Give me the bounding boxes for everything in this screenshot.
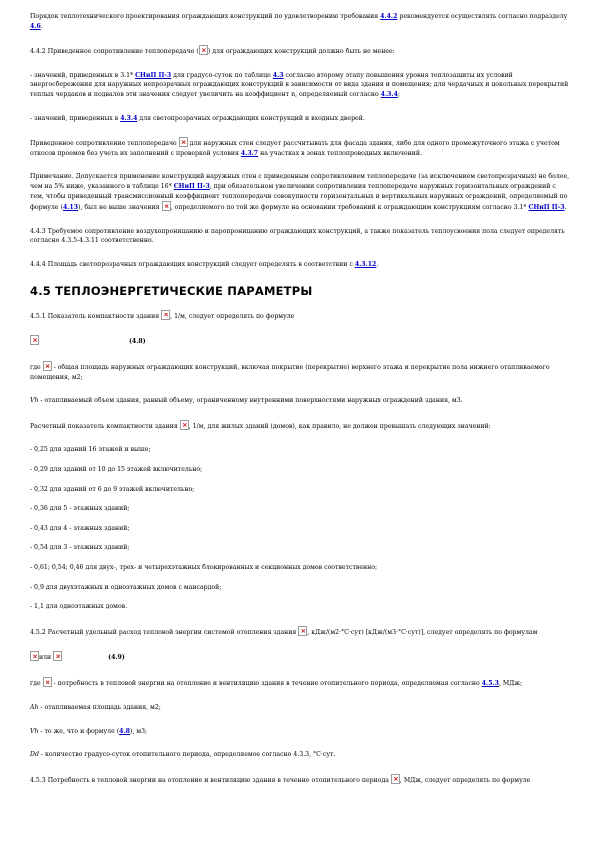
paragraph-degree-days: Dd - количество градусо-суток отопительного периода, определяемое согласно 4.3.3, °С·сут. [30, 751, 336, 759]
list-item: - 0,25 для зданий 16 этажей и выше; [30, 446, 151, 454]
link-4-4-2[interactable]: 4.4.2 [380, 13, 398, 20]
paragraph-values-table: - значений, приведенных в 3.1* СНиП П-3 для градусо-суток по таблице 4.3 согласно второму этапу повышения уровня теплозащиты их условий энергосбережения для наружных непрозрачных ограждающих конструкций в зависимости от вида здания и помещения; для чердачных и цокольных перекрытий теплых чердаков и подвалов эти значения следует увеличить на коэффициент n, определяемый согласно 4.3.4; [30, 71, 569, 98]
broken-image-icon [43, 361, 52, 371]
broken-image-icon [30, 651, 39, 661]
link-4-6[interactable]: 4.6 [30, 22, 41, 30]
link-4-8[interactable]: 4.8 [119, 727, 130, 735]
paragraph-heated-area: Ah - отапливаемая площадь здания, м2; [30, 704, 161, 711]
paragraph-4-4-4: 4.4.4 Площадь светопрозрачных ограждающих конструкций следует определять в соответствии с 4.3.12. [30, 260, 379, 268]
paragraph-4-5-3: 4.5.3 Потребность в тепловой энергии на отопление и вентиляцию здания в течение отопительного периода , МДж, следует определять по формуле [30, 774, 570, 786]
paragraph-note: Примечание. Допускается применение конструкций наружных стен с приведенным сопротивлением теплопередаче (за исключением светопрозрачных) не более, чем на 5% ниже, указанного в таблице 16* СНиП П-3, при обязательном увеличении сопротивления теплопередаче наружных горизонтальных ограждений с тем, чтобы приведенный трансмиссионный коэффициент теплопередачи совокупности горизонтальных и вертикальных наружных ограждений, определяемый по формуле (4.13), был не выше значения , определяемого по той же формуле на основании требований к ограждающим конструкциям согласно 3.1* СНиП П-3. [30, 173, 570, 212]
section-heading: 4.5 ТЕПЛОЭНЕРГЕТИЧЕСКИЕ ПАРАМЕТРЫ [30, 283, 313, 298]
paragraph-volume: Vh - отапливаемый объем здания, равный объему, ограниченному внутренними поверхностями наружных ограждений здания, м3. [30, 397, 463, 405]
link-4-3-12[interactable]: 4.3.12 [354, 260, 377, 268]
list-item: - 0,54 для 3 - этажных зданий; [30, 544, 130, 552]
paragraph-compactness: Расчетный показатель компактности здания , 1/м, для жилых зданий (домов), как правило, не должен превышать следующих значений: [30, 420, 570, 432]
link-table-4-3[interactable]: 4.3 [272, 71, 284, 79]
formula-4-9 [30, 651, 570, 663]
broken-image-icon [179, 137, 188, 147]
variable: Dd [30, 751, 39, 759]
variable: Ah [30, 704, 39, 711]
broken-image-icon [43, 677, 52, 687]
paragraph-heated-volume: Vh - то же, что и формуле (4.8), м3; [30, 727, 148, 735]
paragraph-design-order: Порядок теплотехнического проектирования ограждающих конструкций по удовлетворению требования 4.4.2 рекомендуется осуществлять согласно подразделу 4.6. [30, 13, 568, 30]
broken-image-icon [30, 335, 39, 345]
link-4-3-4[interactable]: 4.3.4 [120, 114, 138, 122]
paragraph-where-demand: где - потребность в тепловой энергии на отопление и вентиляцию здания в течение отопительного периода, определяемая согласно 4.5.3, МДж; [30, 677, 570, 689]
paragraph-walls-resistance: Приведенное сопротивление теплопередаче для наружных стен следует рассчитывать для фасада здания, либо для одного промежуточного этажа с учетом откосов проемов без учета их заполнений с проверкой условия 4.3.7 на участках в зонах теплопроводных включений. [30, 137, 570, 158]
formula-number: (4.8) [129, 338, 146, 346]
list-item: - 0,61; 0,54; 0,46 для двух-, трех- и четырехэтажных блокированных и секционных домов соответственно; [30, 564, 378, 572]
paragraph-4-4-3: 4.4.3 Требуемое сопротивление воздухопроницанию и паропроницанию ограждающих конструкций, а также показатель теплоусвоения пола следует определять согласно 4.3.5-4.3.11 соответственно. [30, 227, 565, 245]
broken-image-icon [199, 45, 208, 55]
formula-or: или [39, 654, 52, 662]
variable: Vh [30, 727, 39, 735]
list-item: - 0,32 для зданий от 6 до 9 этажей включительно; [30, 485, 195, 493]
formula-number: (4.9) [108, 654, 125, 662]
document-page [30, 12, 570, 799]
broken-image-icon [162, 201, 171, 211]
link-4-13[interactable]: 4.13 [62, 204, 79, 212]
paragraph-where-area: где - общая площадь наружных ограждающих конструкций, включая покрытие (перекрытие) верхнего этажа и перекрытие пола нижнего отапливаемого помещения, м2; [30, 361, 570, 382]
link-4-3-4[interactable]: 4.3.4 [380, 90, 398, 98]
list-item: - 0,36 для 5 - этажных зданий; [30, 505, 130, 513]
paragraph-4-5-1: 4.5.1 Показатель компактности здания , 1/м, следует определять по формуле [30, 310, 570, 322]
broken-image-icon [161, 310, 170, 320]
link-snip[interactable]: СНиП П-3 [528, 204, 565, 212]
paragraph-4-4-2: 4.4.2 Приведенное сопротивление теплопередаче ( ) для ограждающих конструкций должно быть не менее: [30, 45, 570, 57]
paragraph-translucent-values: - значений, приведенных в 4.3.4 для светопрозрачных ограждающих конструкций и входных дверей. [30, 114, 365, 122]
list-item: - 1,1 для одноэтажных домов. [30, 603, 128, 611]
paragraph-4-5-2: 4.5.2 Расчетный удельный расход тепловой энергии системой отопления здания , кДж/(м2·°С·сут) [кДж/(м3·°С·сут)], следует определять по формулам [30, 626, 570, 638]
list-item: - 0,29 для зданий от 10 до 15 этажей включительно; [30, 466, 203, 474]
list-item: - 0,43 для 4 - этажных зданий; [30, 524, 130, 532]
broken-image-icon [391, 774, 400, 784]
broken-image-icon [298, 626, 307, 636]
broken-image-icon [180, 420, 189, 430]
formula-4-8 [30, 335, 570, 347]
list-item: - 0,9 для двухэтажных и одноэтажных домов с мансардой; [30, 583, 222, 591]
link-4-5-3[interactable]: 4.5.3 [481, 680, 499, 688]
broken-image-icon [53, 651, 62, 661]
link-snip[interactable]: СНиП П-3 [135, 71, 172, 79]
link-4-3-7[interactable]: 4.3.7 [240, 149, 259, 157]
link-snip[interactable]: СНиП П-3 [173, 182, 210, 190]
variable: Vh [30, 397, 39, 405]
